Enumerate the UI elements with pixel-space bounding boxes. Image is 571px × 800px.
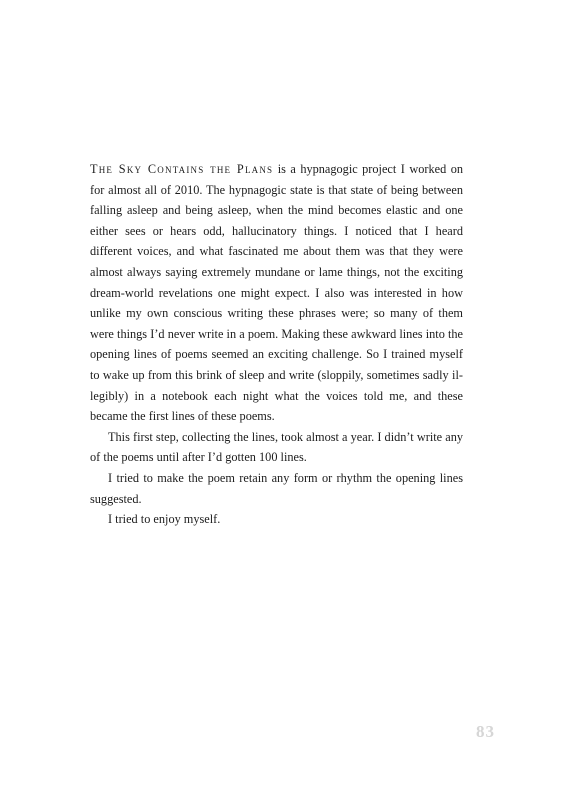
book-title: The Sky Contains the Plans — [90, 162, 274, 176]
paragraph-form-rhythm: I tried to make the poem retain any form or rhythm the opening lines suggested. — [90, 470, 463, 506]
body-text — [90, 159, 463, 530]
intro-paragraph — [90, 159, 463, 427]
paragraph-collecting-lines: This first step, collecting the lines, took almost a year. I didn’t write any of the poems until after I’d gotten 100 lines. — [90, 429, 463, 465]
intro-text: is a hypnagogic project I worked on for almost all of 2010. The hypnagogic state is that state of being between falling asleep and being asleep, when the mind becomes elastic and one either sees or hears odd, hallucinatory things. I noticed that I heard different voices, and what fascinated me about them was that they were almost always saying extremely mundane or lame things, not the exciting dream-world revelations one might expect. I also was interested in how unlike my own conscious writing these phrases were; so many of them were things I’d never write in a poem. Making these awkward lines into the opening lines of poems seemed an exciting challenge. So I trained myself to wake up from this brink of sleep and write (sloppily, sometimes sadly illegibly) in a notebook each night what the voices told me, and these became the first lines of these poems. — [90, 162, 463, 424]
page-number: 83 — [476, 722, 495, 741]
paragraph-enjoy: I tried to enjoy myself. — [108, 512, 221, 527]
